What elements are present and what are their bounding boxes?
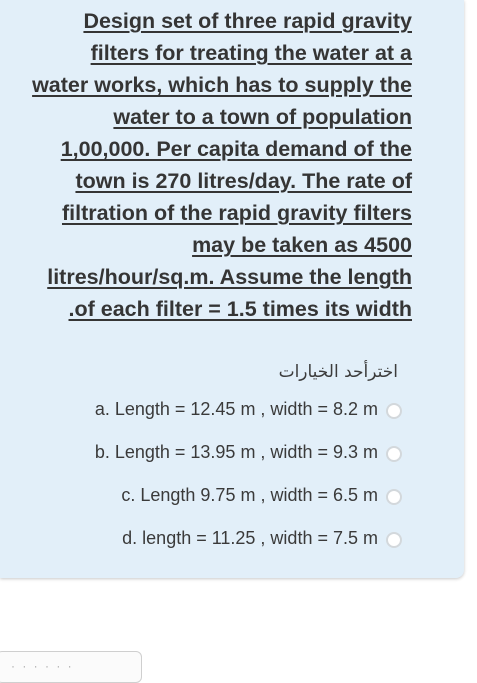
question-line-9: litres/hour/sq.m. Assume the length xyxy=(47,265,412,289)
option-d-radio[interactable] xyxy=(386,532,402,548)
option-d-label: d. length = 11.25 , width = 7.5 m xyxy=(122,528,378,548)
option-b-label: b. Length = 13.95 m , width = 9.3 m xyxy=(94,442,378,462)
question-line-4: water to a town of population xyxy=(113,105,412,129)
option-b[interactable] xyxy=(95,442,402,463)
question-line-7: filtration of the rapid gravity filters xyxy=(61,201,412,225)
choose-option-instruction: اخترأحد الخيارات xyxy=(278,362,398,382)
option-d[interactable] xyxy=(122,528,402,549)
question-line-1: Design set of three rapid gravity xyxy=(83,9,412,33)
truncated-text-icon: · · · · · · xyxy=(11,659,74,673)
option-b-radio[interactable] xyxy=(386,446,402,462)
option-a[interactable] xyxy=(95,399,402,420)
option-c-label: c. Length 9.75 m , width = 6.5 m xyxy=(121,485,378,505)
question-line-10: .of each filter = 1.5 times its width xyxy=(68,297,412,321)
next-section-button-partial[interactable] xyxy=(0,651,142,683)
question-line-6: town is 270 litres/day. The rate of xyxy=(75,169,412,193)
option-a-radio[interactable] xyxy=(386,403,402,419)
option-c-radio[interactable] xyxy=(386,489,402,505)
option-c[interactable] xyxy=(121,485,402,506)
option-a-label: a. Length = 12.45 m , width = 8.2 m xyxy=(94,399,378,419)
question-line-5: 1,00,000. Per capita demand of the xyxy=(60,137,412,161)
question-line-3: water works, which has to supply the xyxy=(32,73,412,97)
question-text xyxy=(0,5,412,325)
question-line-8: may be taken as 4500 xyxy=(192,233,412,257)
question-line-2: filters for treating the water at a xyxy=(90,41,412,65)
